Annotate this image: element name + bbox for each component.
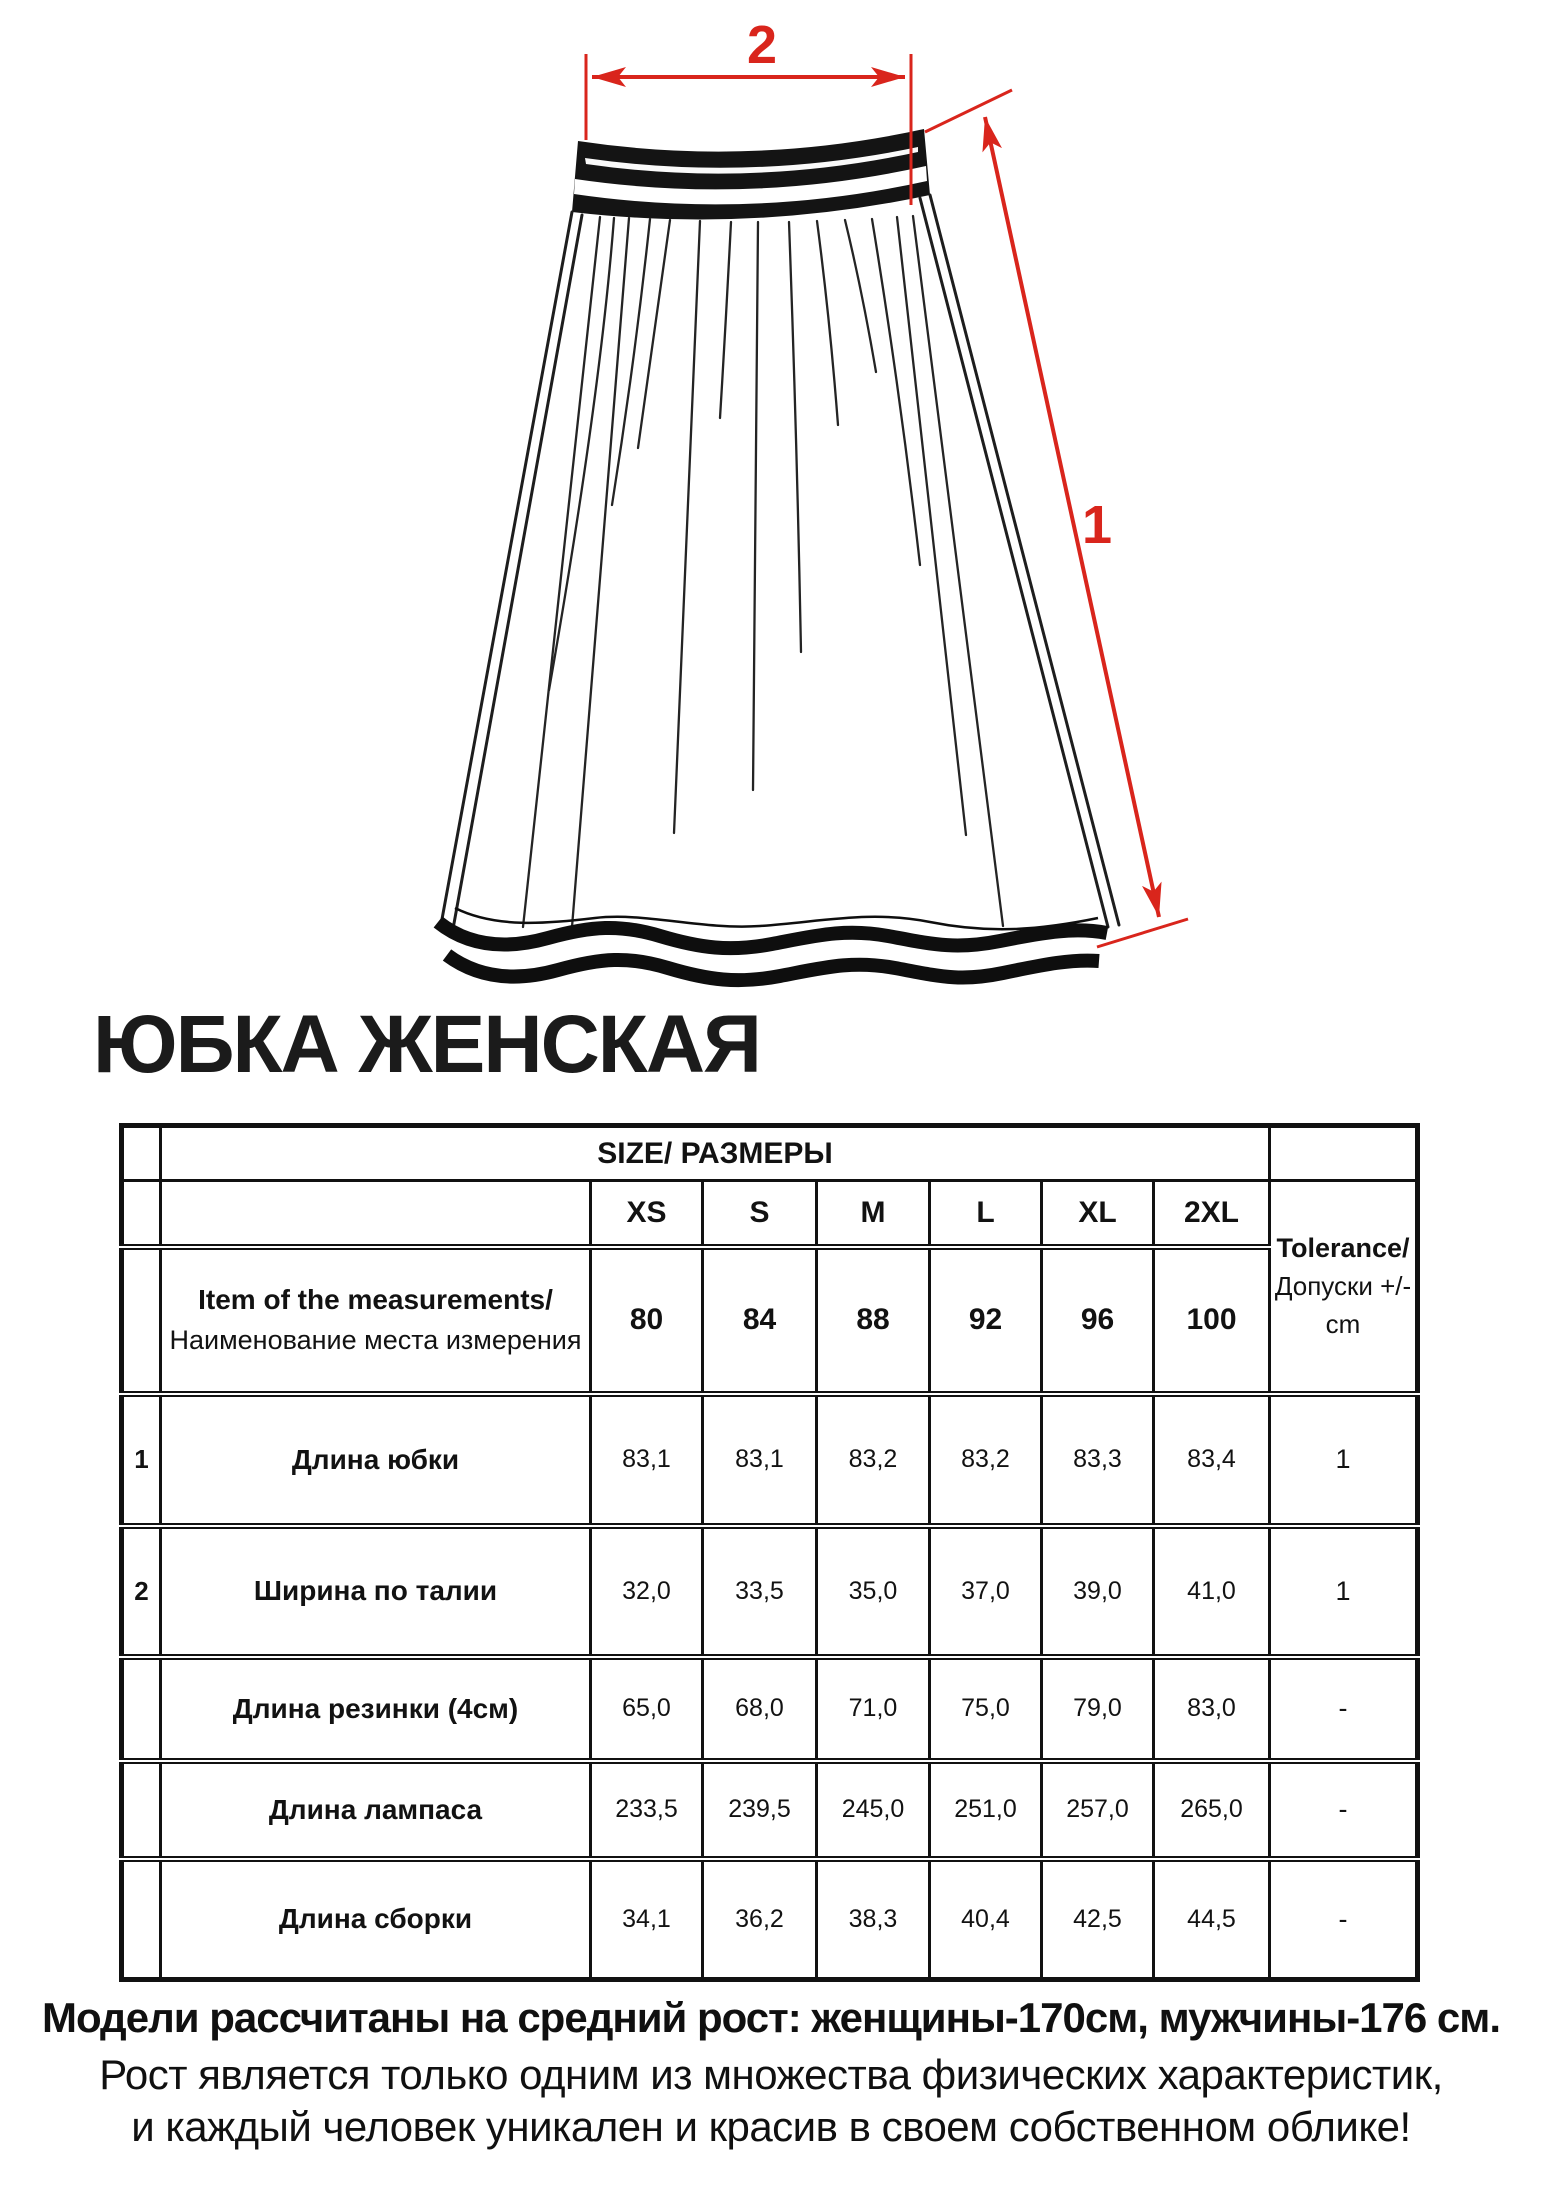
value-cell: 83,3 bbox=[1042, 1394, 1154, 1526]
footer-note-line2: Рост является только одним из множества физических характеристик, bbox=[99, 2051, 1443, 2098]
value-cell: 239,5 bbox=[703, 1761, 817, 1859]
size-cm-2xl: 100 bbox=[1154, 1247, 1270, 1394]
value-cell: 34,1 bbox=[591, 1859, 703, 1980]
value-cell: 83,1 bbox=[703, 1394, 817, 1526]
size-cm-l: 92 bbox=[930, 1247, 1042, 1394]
row-number bbox=[122, 1859, 161, 1980]
value-cell: 65,0 bbox=[591, 1657, 703, 1761]
size-cm-xs: 80 bbox=[591, 1247, 703, 1394]
value-cell: 233,5 bbox=[591, 1761, 703, 1859]
footer-note-line1: Модели рассчитаны на средний рост: женщины-170см, мужчины-176 см. bbox=[41, 1994, 1501, 2041]
table-row bbox=[122, 1657, 1418, 1761]
value-cell: 75,0 bbox=[930, 1657, 1042, 1761]
empty-cell bbox=[161, 1181, 591, 1247]
value-cell: 41,0 bbox=[1154, 1526, 1270, 1657]
value-cell: 33,5 bbox=[703, 1526, 817, 1657]
empty-cell bbox=[122, 1126, 161, 1181]
item-header-line2: Наименование места измерения bbox=[169, 1325, 582, 1355]
pleat-lines bbox=[523, 216, 1003, 927]
empty-cell bbox=[122, 1181, 161, 1247]
value-cell: 38,3 bbox=[817, 1859, 930, 1980]
size-cm-m: 88 bbox=[817, 1247, 930, 1394]
table-row bbox=[122, 1394, 1418, 1526]
size-cm-s: 84 bbox=[703, 1247, 817, 1394]
value-cell: 83,4 bbox=[1154, 1394, 1270, 1526]
value-cell: 251,0 bbox=[930, 1761, 1042, 1859]
value-cell: 83,2 bbox=[817, 1394, 930, 1526]
tolerance-header-line1: Tolerance/ bbox=[1276, 1233, 1410, 1264]
empty-cell bbox=[122, 1247, 161, 1394]
table-row bbox=[122, 1859, 1418, 1980]
value-cell: 71,0 bbox=[817, 1657, 930, 1761]
tolerance-value: - bbox=[1270, 1859, 1418, 1980]
row-label: Длина юбки bbox=[161, 1394, 591, 1526]
dimension-label-1: 1 bbox=[1081, 495, 1113, 555]
size-cm-xl: 96 bbox=[1042, 1247, 1154, 1394]
value-cell: 68,0 bbox=[703, 1657, 817, 1761]
hem-stripes bbox=[438, 908, 1107, 980]
size-col-xl: XL bbox=[1042, 1181, 1154, 1247]
skirt-body-outline bbox=[440, 195, 1119, 930]
row-number: 1 bbox=[122, 1394, 161, 1526]
value-cell: 245,0 bbox=[817, 1761, 930, 1859]
tolerance-header bbox=[1270, 1181, 1418, 1394]
row-number bbox=[122, 1657, 161, 1761]
footer-note-line3: и каждый человек уникален и красив в своем собственном облике! bbox=[131, 2103, 1411, 2150]
size-col-xs: XS bbox=[591, 1181, 703, 1247]
tolerance-value: - bbox=[1270, 1657, 1418, 1761]
value-cell: 36,2 bbox=[703, 1859, 817, 1980]
value-cell: 40,4 bbox=[930, 1859, 1042, 1980]
row-label: Ширина по талии bbox=[161, 1526, 591, 1657]
value-cell: 79,0 bbox=[1042, 1657, 1154, 1761]
size-table bbox=[119, 1123, 1420, 1982]
tolerance-value: 1 bbox=[1270, 1394, 1418, 1526]
item-header bbox=[161, 1247, 591, 1394]
tolerance-header-line2: Допуски +/- bbox=[1274, 1271, 1412, 1302]
table-row bbox=[122, 1761, 1418, 1859]
page-title: ЮБКА ЖЕНСКАЯ bbox=[93, 999, 760, 1090]
size-header-cell: SIZE/ РАЗМЕРЫ bbox=[161, 1126, 1270, 1181]
tolerance-value: - bbox=[1270, 1761, 1418, 1859]
value-cell: 265,0 bbox=[1154, 1761, 1270, 1859]
size-col-2xl: 2XL bbox=[1154, 1181, 1270, 1247]
empty-cell bbox=[1270, 1126, 1418, 1181]
table-row bbox=[122, 1526, 1418, 1657]
value-cell: 83,0 bbox=[1154, 1657, 1270, 1761]
value-cell: 83,1 bbox=[591, 1394, 703, 1526]
size-col-m: M bbox=[817, 1181, 930, 1247]
hem-stripe-lower bbox=[447, 955, 1099, 980]
value-cell: 32,0 bbox=[591, 1526, 703, 1657]
value-cell: 83,2 bbox=[930, 1394, 1042, 1526]
value-cell: 44,5 bbox=[1154, 1859, 1270, 1980]
value-cell: 42,5 bbox=[1042, 1859, 1154, 1980]
row-number bbox=[122, 1761, 161, 1859]
value-cell: 37,0 bbox=[930, 1526, 1042, 1657]
item-header-line1: Item of the measurements/ bbox=[198, 1284, 553, 1315]
tolerance-header-line3: cm bbox=[1325, 1309, 1361, 1340]
value-cell: 39,0 bbox=[1042, 1526, 1154, 1657]
row-label: Длина резинки (4см) bbox=[161, 1657, 591, 1761]
value-cell: 35,0 bbox=[817, 1526, 930, 1657]
dimension-label-2: 2 bbox=[746, 15, 778, 75]
row-number: 2 bbox=[122, 1526, 161, 1657]
row-label: Длина сборки bbox=[161, 1859, 591, 1980]
row-label: Длина лампаса bbox=[161, 1761, 591, 1859]
value-cell: 257,0 bbox=[1042, 1761, 1154, 1859]
tolerance-value: 1 bbox=[1270, 1526, 1418, 1657]
skirt-technical-drawing bbox=[0, 0, 1542, 1010]
size-col-l: L bbox=[930, 1181, 1042, 1247]
waistband bbox=[572, 129, 930, 219]
size-col-s: S bbox=[703, 1181, 817, 1247]
